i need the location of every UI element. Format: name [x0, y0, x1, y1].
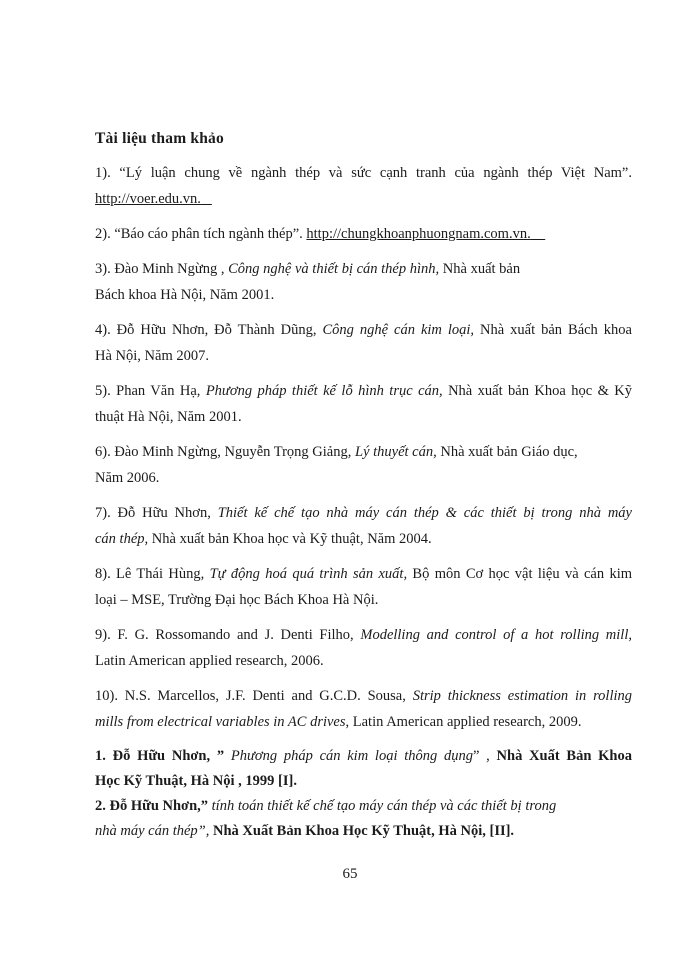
text-segment: nhà máy cán thép”, [95, 823, 210, 839]
reference-item [95, 500, 632, 552]
text-segment: tính toán thiết kế chế tạo máy cán thép và các thiết bị trong [211, 798, 557, 814]
text-segment: Latin American applied research, 2006. [95, 653, 324, 669]
text-segment: Strip thickness estimation in rolling [412, 688, 633, 704]
text-segment [201, 191, 212, 207]
reference-item [95, 622, 632, 674]
text-segment: mills from electrical variables in AC drives [95, 714, 346, 730]
text-line [95, 343, 632, 369]
reference-link[interactable]: http://voer.edu.vn. [95, 191, 201, 207]
text-segment: Nhà xuất bản Khoa học và Kỹ thuật, Năm 2004. [148, 531, 432, 547]
text-line [95, 160, 632, 186]
text-segment: 10). N.S. Marcellos, J.F. Denti and G.C.D. Sousa, [95, 688, 413, 704]
text-segment: ” , [473, 748, 497, 764]
text-segment: loại – MSE, Trường Đại học Bách Khoa Hà Nội. [95, 592, 379, 608]
reference-item [95, 683, 632, 735]
text-segment [531, 226, 546, 242]
text-line [95, 794, 632, 819]
text-line [95, 186, 632, 212]
text-segment: 8). Lê Thái Hùng, [95, 566, 210, 582]
text-segment: 4). Đỗ Hữu Nhơn, Đỗ Thành Dũng, [95, 322, 323, 338]
text-line [95, 819, 632, 844]
text-segment: Nhà xuất bản Khoa học & Kỹ [442, 383, 633, 399]
reference-item [95, 561, 632, 613]
text-segment: Năm 2006. [95, 470, 160, 486]
text-segment: Công nghệ cán kim loại, [322, 322, 475, 338]
reference-item [95, 439, 632, 491]
text-segment: Nhà xuất bản Bách khoa [474, 322, 632, 338]
note-item [95, 794, 632, 844]
text-segment: 7). Đỗ Hữu Nhơn, [95, 505, 218, 521]
text-segment: Nhà Xuất Bản Khoa [496, 748, 632, 764]
text-segment: Bách khoa Hà Nội, Năm 2001. [95, 287, 275, 303]
text-segment: Tự động hoá quá trình sản xuất, [209, 566, 408, 582]
text-line [95, 744, 632, 769]
text-line [95, 648, 632, 674]
text-segment: 5). Phan Văn Hạ, [95, 383, 206, 399]
text-segment: Nhà xuất bản Giáo dục, [436, 444, 578, 460]
text-line [95, 378, 632, 404]
text-line [95, 561, 632, 587]
reference-link[interactable]: http://chungkhoanphuongnam.com.vn. [306, 226, 531, 242]
text-segment: Nhà xuất bản [439, 261, 521, 277]
text-segment: Học Kỹ Thuật, Hà Nội , 1999 [I]. [95, 773, 297, 789]
text-line [95, 221, 632, 247]
text-line [95, 317, 632, 343]
text-segment: Bộ môn Cơ học vật liệu và cán kim [407, 566, 633, 582]
text-line [95, 526, 632, 552]
text-line [95, 622, 632, 648]
text-segment: Lý thuyết cán, [355, 444, 437, 460]
text-line [95, 587, 632, 613]
text-line [95, 404, 632, 430]
page-content [95, 126, 632, 844]
page-number: 65 [342, 866, 358, 882]
text-segment: thuật Hà Nội, Năm 2001. [95, 409, 242, 425]
text-segment: Phương pháp thiết kế lỗ hình trục cán, [205, 383, 443, 399]
text-segment: 1). “Lý luận chung về ngành thép và sức cạnh tranh của ngành thép Việt Nam”. [95, 165, 632, 181]
text-segment: 9). F. G. Rossomando and J. Denti Filho, [95, 627, 361, 643]
text-segment: Nhà Xuất Bản Khoa Học Kỹ Thuật, Hà Nội, [II]. [209, 823, 515, 839]
text-segment: Thiết kế chế tạo nhà máy cán thép & các thiết bị trong nhà máy [217, 505, 632, 521]
text-line [95, 439, 632, 465]
text-segment: Công nghệ và thiết bị cán thép hình, [228, 261, 440, 277]
text-line [95, 769, 632, 794]
text-segment: cán thép, [95, 531, 149, 547]
text-segment: 2. Đỗ Hữu Nhơn,” [95, 798, 212, 814]
text-line [95, 709, 632, 735]
reference-item [95, 160, 632, 212]
text-segment: Modelling and control of a hot rolling mill, [360, 627, 632, 643]
text-segment: 3). Đào Minh Ngừng , [95, 261, 229, 277]
references-heading: Tài liệu tham khảo [95, 130, 224, 147]
reference-item [95, 378, 632, 430]
note-item [95, 744, 632, 794]
text-line [95, 500, 632, 526]
text-segment: , Latin American applied research, 2009. [345, 714, 582, 730]
notes-list [95, 744, 632, 844]
text-line [95, 683, 632, 709]
reference-item [95, 221, 632, 247]
reference-item [95, 317, 632, 369]
text-segment: 1. Đỗ Hữu Nhơn, ” [95, 748, 231, 764]
text-segment: Phương pháp cán kim loại thông dụng [230, 748, 473, 764]
text-line [95, 282, 632, 308]
text-segment: 6). Đào Minh Ngừng, Nguyễn Trọng Giảng, [95, 444, 355, 460]
references-list [95, 160, 632, 735]
text-line [95, 256, 632, 282]
text-segment: Hà Nội, Năm 2007. [95, 348, 209, 364]
text-segment: 2). “Báo cáo phân tích ngành thép”. [95, 226, 307, 242]
reference-item [95, 256, 632, 308]
text-line [95, 465, 632, 491]
